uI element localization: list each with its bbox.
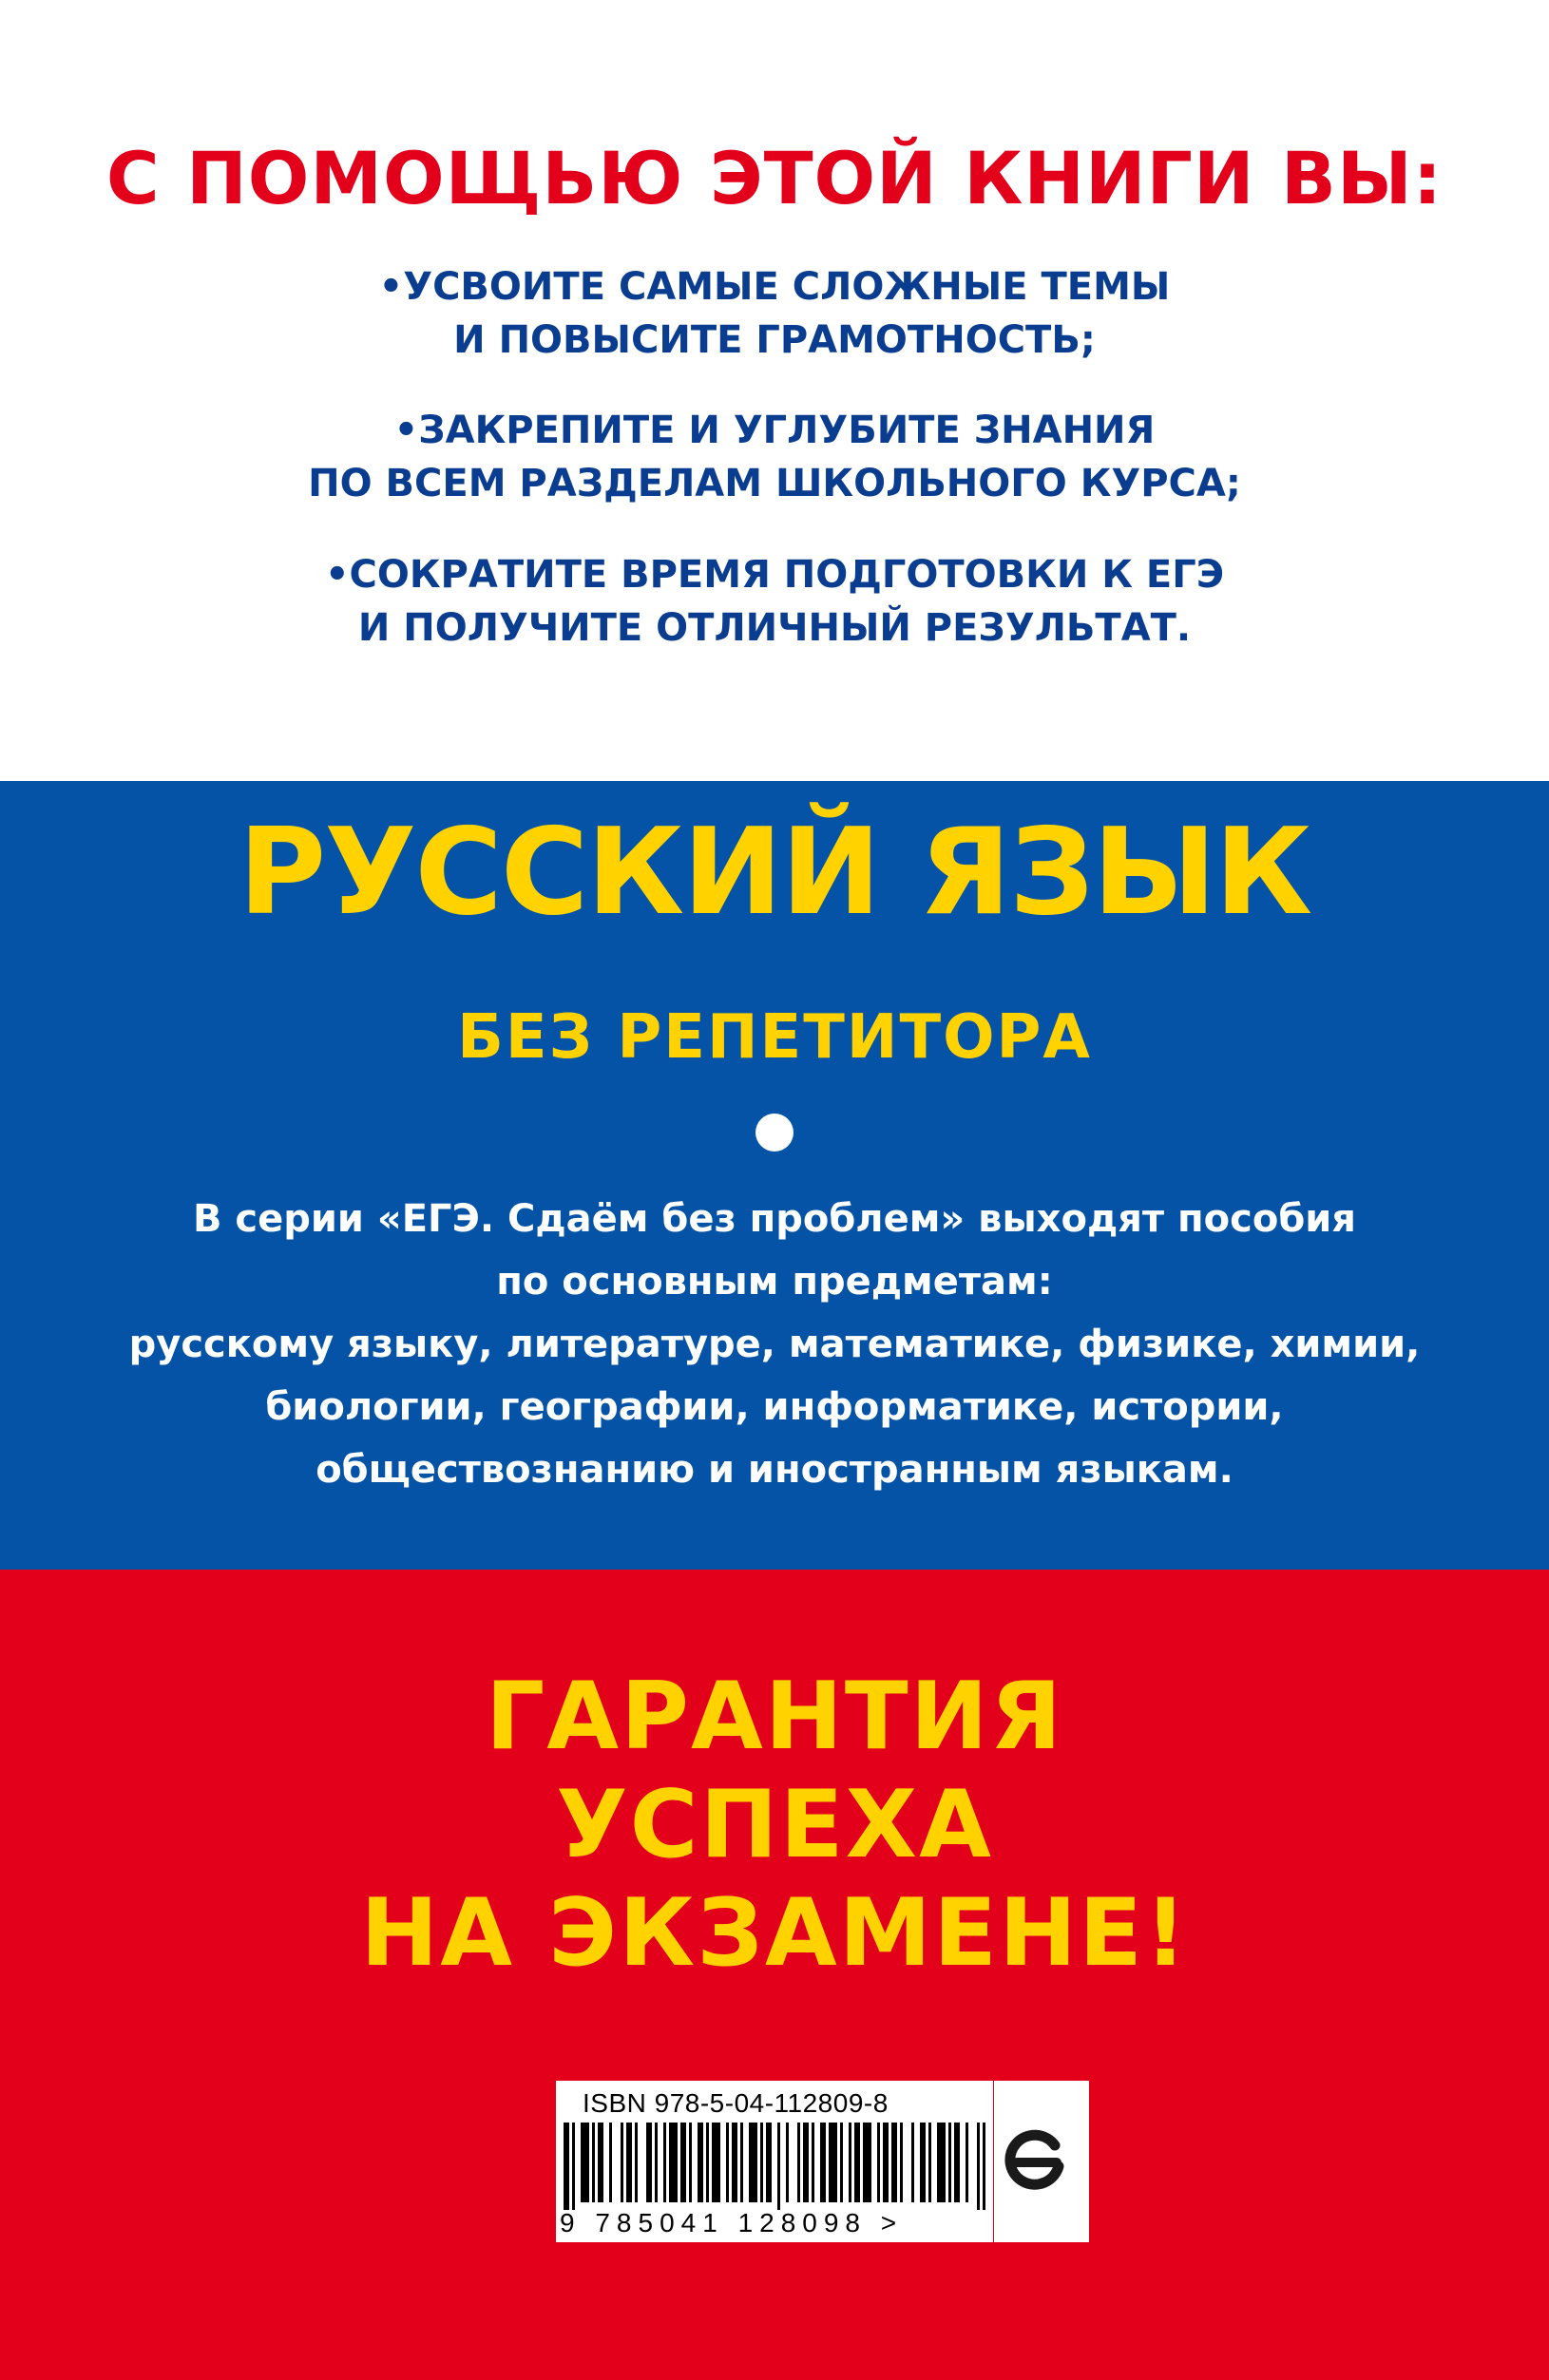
barcode-bar: [966, 2123, 968, 2202]
barcode-bar: [920, 2123, 926, 2202]
barcode-bar: [760, 2123, 763, 2202]
benefit-item-2-line-1: •ЗАКРЕПИТЕ И УГЛУБИТЕ ЗНАНИЯ: [393, 409, 1156, 452]
barcode-bar: [626, 2123, 632, 2202]
barcode-bar: [863, 2123, 871, 2202]
barcode-bar: [797, 2123, 800, 2202]
barcode-bar: [663, 2123, 666, 2202]
series-line-2: по основным предметам:: [496, 1260, 1053, 1304]
barcode-bar: [877, 2123, 880, 2202]
barcode-bar: [928, 2123, 931, 2202]
benefit-item-1-line-2: И ПОВЫСИТЕ ГРАМОТНОСТЬ;: [453, 318, 1096, 362]
barcode-bar: [766, 2123, 772, 2202]
barcode-bar: [740, 2123, 743, 2202]
guarantee-line-2: УСПЕХА: [556, 1771, 993, 1879]
book-subtitle: БЕЗ РЕПЕТИТОРА: [457, 1002, 1092, 1073]
benefit-item-1: [0, 260, 1549, 367]
barcode-bar: [900, 2123, 903, 2202]
benefit-item-2-line-2: ПО ВСЕМ РАЗДЕЛАМ ШКОЛЬНОГО КУРСА;: [308, 462, 1241, 505]
barcode-bar: [564, 2123, 569, 2210]
series-line-4: биологии, географии, информатике, истории,: [265, 1385, 1284, 1429]
white-band: [0, 0, 1549, 781]
barcode-bar: [749, 2123, 757, 2202]
barcode-bar: [803, 2123, 809, 2202]
barcode-bar: [786, 2123, 789, 2202]
barcode-bar: [609, 2123, 612, 2202]
benefit-item-1-line-1: •УСВОИТЕ САМЫЕ СЛОЖНЫЕ ТЕМЫ: [378, 265, 1171, 309]
barcode-bar: [948, 2123, 951, 2202]
barcode-bar: [669, 2123, 678, 2202]
publisher-logo: [994, 2081, 1089, 2242]
barcode-bar: [726, 2123, 729, 2202]
series-description: [0, 1188, 1549, 1501]
barcode-bar: [592, 2123, 595, 2202]
intro-heading: С ПОМОЩЬЮ ЭТОЙ КНИГИ ВЫ:: [105, 136, 1444, 220]
series-line-1: В серии «ЕГЭ. Сдаём без проблем» выходят пособия: [192, 1197, 1356, 1241]
barcode-bar: [635, 2123, 638, 2202]
barcode-block: [556, 2081, 993, 2242]
barcode-bar: [983, 2123, 985, 2210]
series-line-5: обществознанию и иностранным языкам.: [316, 1448, 1233, 1492]
barcode-bar: [732, 2123, 737, 2202]
barcode-bar: [849, 2123, 851, 2202]
isbn-label: ISBN 978-5-04-112809-8: [583, 2088, 889, 2118]
guarantee-line-1: ГАРАНТИЯ: [485, 1663, 1064, 1771]
barcode-bar: [937, 2123, 946, 2202]
barcode-bar: [883, 2123, 889, 2202]
barcode-bar: [712, 2123, 720, 2202]
barcode-bar: [820, 2123, 826, 2202]
barcode-bar: [680, 2123, 686, 2202]
separator-dot-icon: [755, 1114, 794, 1152]
barcode-bar: [854, 2123, 860, 2202]
benefit-item-2: [0, 404, 1549, 510]
barcode-bar: [621, 2123, 623, 2202]
barcode-digits: 9 785041 128098 >: [560, 2208, 904, 2237]
eksmo-logo-icon: [1000, 2128, 1076, 2195]
barcode-bar: [706, 2123, 709, 2202]
barcode-bar: [655, 2123, 658, 2202]
barcode-bar: [598, 2123, 603, 2202]
barcode-bar: [812, 2123, 814, 2202]
benefit-item-3-line-2: И ПОЛУЧИТЕ ОТЛИЧНЫЙ РЕЗУЛЬТАТ.: [357, 606, 1192, 650]
barcode-bar: [891, 2123, 897, 2202]
barcode-bar: [840, 2123, 843, 2202]
guarantee-slogan: [0, 1663, 1549, 1988]
series-line-3: русскому языку, литературе, математике, физике, химии,: [128, 1323, 1421, 1366]
barcode-bar: [829, 2123, 837, 2202]
barcode-bar: [689, 2123, 692, 2202]
barcode-bar: [646, 2123, 652, 2202]
guarantee-line-3: НА ЭКЗАМЕНЕ!: [360, 1879, 1189, 1988]
barcode-bar: [911, 2123, 914, 2202]
barcode-icon: [564, 2123, 985, 2210]
barcode-bar: [572, 2123, 575, 2210]
barcode-bar: [698, 2123, 703, 2202]
book-title: РУССКИЙ ЯЗЫК: [238, 802, 1311, 942]
barcode-bar: [777, 2123, 780, 2210]
benefit-item-3-line-1: •СОКРАТИТЕ ВРЕМЯ ПОДГОТОВКИ К ЕГЭ: [324, 553, 1225, 597]
barcode-bar: [977, 2123, 980, 2210]
benefit-item-3: [0, 548, 1549, 655]
barcode-bar: [954, 2123, 960, 2202]
barcode-bar: [581, 2123, 589, 2202]
